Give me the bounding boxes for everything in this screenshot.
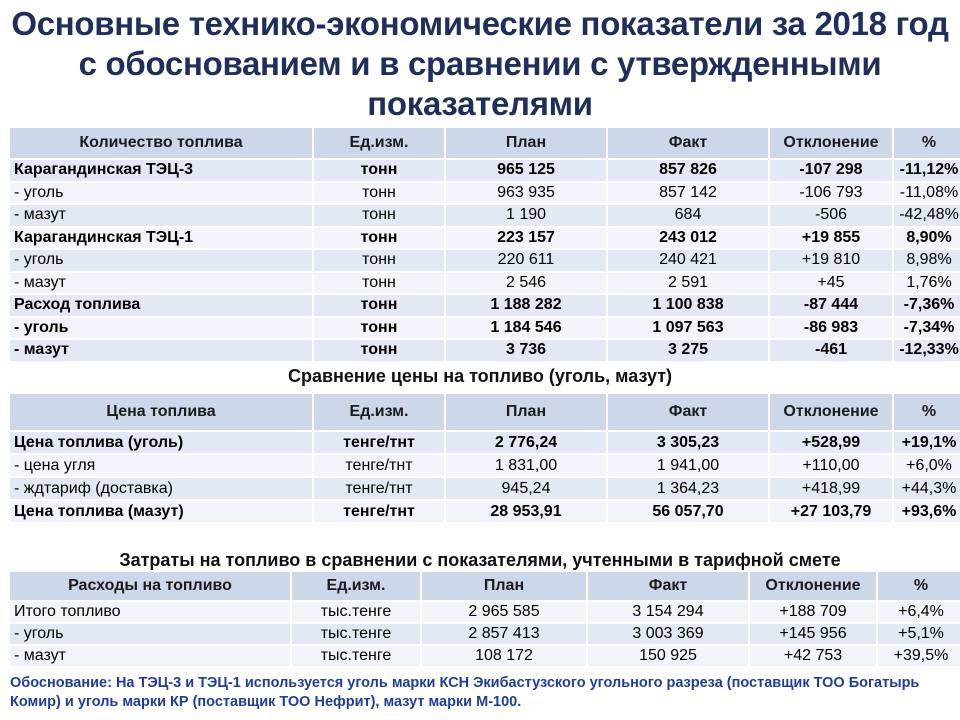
table-row: [10, 478, 960, 499]
table-cell: 108 172: [422, 646, 586, 666]
fuel-quantity-table: [8, 126, 960, 363]
justification-note: Обоснование: На ТЭЦ-3 и ТЭЦ-1 используется уголь марки КСН Экибастузского угольного разреза (поставщик ТОО Богатырь Комир) и уголь марки КР (поставщик ТОО Нефрит), мазут марки М-100.: [10, 675, 920, 710]
table-cell: 1 100 838: [608, 295, 768, 316]
table-cell: тонн: [314, 228, 444, 249]
table-cell: -12,33%: [894, 340, 960, 361]
column-header: %: [894, 394, 960, 430]
table-cell: 240 421: [608, 250, 768, 271]
table-cell: 1 097 563: [608, 318, 768, 339]
table-row: [10, 183, 960, 204]
table-row: [10, 273, 960, 294]
table-cell: - мазут: [10, 646, 290, 666]
table-cell: -11,08%: [894, 183, 960, 204]
column-header: Цена топлива: [10, 394, 312, 430]
table-cell: тонн: [314, 295, 444, 316]
table-cell: 1 941,00: [608, 455, 768, 476]
column-header: Отклонение: [770, 128, 892, 158]
table-cell: +39,5%: [878, 646, 960, 666]
table-cell: +110,00: [770, 455, 892, 476]
table-cell: +6,0%: [894, 455, 960, 476]
table-cell: 684: [608, 205, 768, 226]
table-cell: тыс.тенге: [292, 624, 420, 644]
column-header: Факт: [608, 394, 768, 430]
table-cell: 3 154 294: [588, 602, 748, 622]
table-cell: -106 793: [770, 183, 892, 204]
column-header: Ед.изм.: [292, 572, 420, 600]
column-header: Расходы на топливо: [10, 572, 290, 600]
table-cell: 28 953,91: [446, 501, 606, 522]
table-cell: тенге/тнт: [314, 478, 444, 499]
table-row: [10, 250, 960, 271]
table-cell: 2 591: [608, 273, 768, 294]
table-cell: 2 965 585: [422, 602, 586, 622]
table-cell: 223 157: [446, 228, 606, 249]
table-row: [10, 318, 960, 339]
table-cell: тонн: [314, 340, 444, 361]
table-cell: -7,34%: [894, 318, 960, 339]
table-cell: Цена топлива (мазут): [10, 501, 312, 522]
table-cell: +19 810: [770, 250, 892, 271]
table-cell: 243 012: [608, 228, 768, 249]
fuel-price-table: [8, 392, 960, 524]
table-cell: 1 188 282: [446, 295, 606, 316]
table-cell: тонн: [314, 273, 444, 294]
table-cell: 220 611: [446, 250, 606, 271]
table-cell: тенге/тнт: [314, 432, 444, 453]
table-cell: 150 925: [588, 646, 748, 666]
table-cell: - ждтариф (доставка): [10, 478, 312, 499]
table-row: [10, 340, 960, 361]
column-header: План: [422, 572, 586, 600]
table-cell: 3 003 369: [588, 624, 748, 644]
table-cell: тонн: [314, 183, 444, 204]
table-cell: Карагандинская ТЭЦ-1: [10, 228, 312, 249]
table-cell: 1 831,00: [446, 455, 606, 476]
table-cell: - мазут: [10, 340, 312, 361]
table-cell: - уголь: [10, 624, 290, 644]
table-cell: 56 057,70: [608, 501, 768, 522]
table-cell: 8,98%: [894, 250, 960, 271]
table-cell: +19 855: [770, 228, 892, 249]
table-row: [10, 602, 960, 622]
table-cell: 8,90%: [894, 228, 960, 249]
table-cell: 1 184 546: [446, 318, 606, 339]
table-cell: - мазут: [10, 273, 312, 294]
column-header: План: [446, 394, 606, 430]
table-cell: Цена топлива (уголь): [10, 432, 312, 453]
column-header: %: [878, 572, 960, 600]
table-cell: тонн: [314, 205, 444, 226]
table-cell: 857 142: [608, 183, 768, 204]
table-cell: - уголь: [10, 183, 312, 204]
table-cell: 963 935: [446, 183, 606, 204]
table-cell: 2 546: [446, 273, 606, 294]
table-cell: 2 857 413: [422, 624, 586, 644]
table-header-row: [10, 394, 960, 430]
table-cell: -461: [770, 340, 892, 361]
table-cell: тонн: [314, 160, 444, 181]
table-cell: - уголь: [10, 318, 312, 339]
table-cell: тенге/тнт: [314, 501, 444, 522]
table-cell: 3 736: [446, 340, 606, 361]
table-header-row: [10, 572, 960, 600]
table-cell: +19,1%: [894, 432, 960, 453]
table-row: [10, 624, 960, 644]
column-header: Ед.изм.: [314, 128, 444, 158]
table-cell: +44,3%: [894, 478, 960, 499]
table-cell: -107 298: [770, 160, 892, 181]
column-header: Отклонение: [750, 572, 876, 600]
table-cell: тыс.тенге: [292, 646, 420, 666]
table-cell: тонн: [314, 318, 444, 339]
table-row: [10, 160, 960, 181]
table-cell: Расход топлива: [10, 295, 312, 316]
table-row: [10, 501, 960, 522]
table-cell: -506: [770, 205, 892, 226]
table-cell: +27 103,79: [770, 501, 892, 522]
table-cell: -42,48%: [894, 205, 960, 226]
table-cell: - уголь: [10, 250, 312, 271]
table-cell: +93,6%: [894, 501, 960, 522]
table-row: [10, 455, 960, 476]
table-cell: 3 305,23: [608, 432, 768, 453]
table-cell: тенге/тнт: [314, 455, 444, 476]
page-title: Основные технико-экономические показатели за 2018 год с обоснованием и в сравнении с утвержденными показателями: [11, 5, 949, 122]
table-cell: 965 125: [446, 160, 606, 181]
section-title-costs: Затраты на топливо в сравнении с показателями, учтенными в тарифной смете: [119, 550, 841, 570]
table-row: [10, 646, 960, 666]
column-header: Факт: [608, 128, 768, 158]
table-cell: +145 956: [750, 624, 876, 644]
column-header: Факт: [588, 572, 748, 600]
table-row: [10, 432, 960, 453]
column-header: Ед.изм.: [314, 394, 444, 430]
column-header: Количество топлива: [10, 128, 312, 158]
table-cell: 1,76%: [894, 273, 960, 294]
table-cell: 1 190: [446, 205, 606, 226]
table-cell: -7,36%: [894, 295, 960, 316]
table-cell: -87 444: [770, 295, 892, 316]
table-cell: 3 275: [608, 340, 768, 361]
table-cell: +45: [770, 273, 892, 294]
table-cell: +6,4%: [878, 602, 960, 622]
table-cell: - мазут: [10, 205, 312, 226]
table-cell: -86 983: [770, 318, 892, 339]
table-cell: тонн: [314, 250, 444, 271]
table-cell: +42 753: [750, 646, 876, 666]
table-cell: 2 776,24: [446, 432, 606, 453]
table-cell: 1 364,23: [608, 478, 768, 499]
table-cell: Карагандинская ТЭЦ-3: [10, 160, 312, 181]
column-header: %: [894, 128, 960, 158]
table-cell: +418,99: [770, 478, 892, 499]
table-cell: 857 826: [608, 160, 768, 181]
table-header-row: [10, 128, 960, 158]
table-cell: Итого топливо: [10, 602, 290, 622]
column-header: Отклонение: [770, 394, 892, 430]
fuel-costs-table: [8, 570, 960, 668]
table-row: [10, 205, 960, 226]
table-cell: +188 709: [750, 602, 876, 622]
table-cell: - цена угля: [10, 455, 312, 476]
table-cell: 945,24: [446, 478, 606, 499]
column-header: План: [446, 128, 606, 158]
table-row: [10, 295, 960, 316]
table-cell: -11,12%: [894, 160, 960, 181]
section-title-price: Сравнение цены на топливо (уголь, мазут): [287, 366, 673, 386]
table-cell: тыс.тенге: [292, 602, 420, 622]
table-cell: +5,1%: [878, 624, 960, 644]
table-cell: +528,99: [770, 432, 892, 453]
table-row: [10, 228, 960, 249]
